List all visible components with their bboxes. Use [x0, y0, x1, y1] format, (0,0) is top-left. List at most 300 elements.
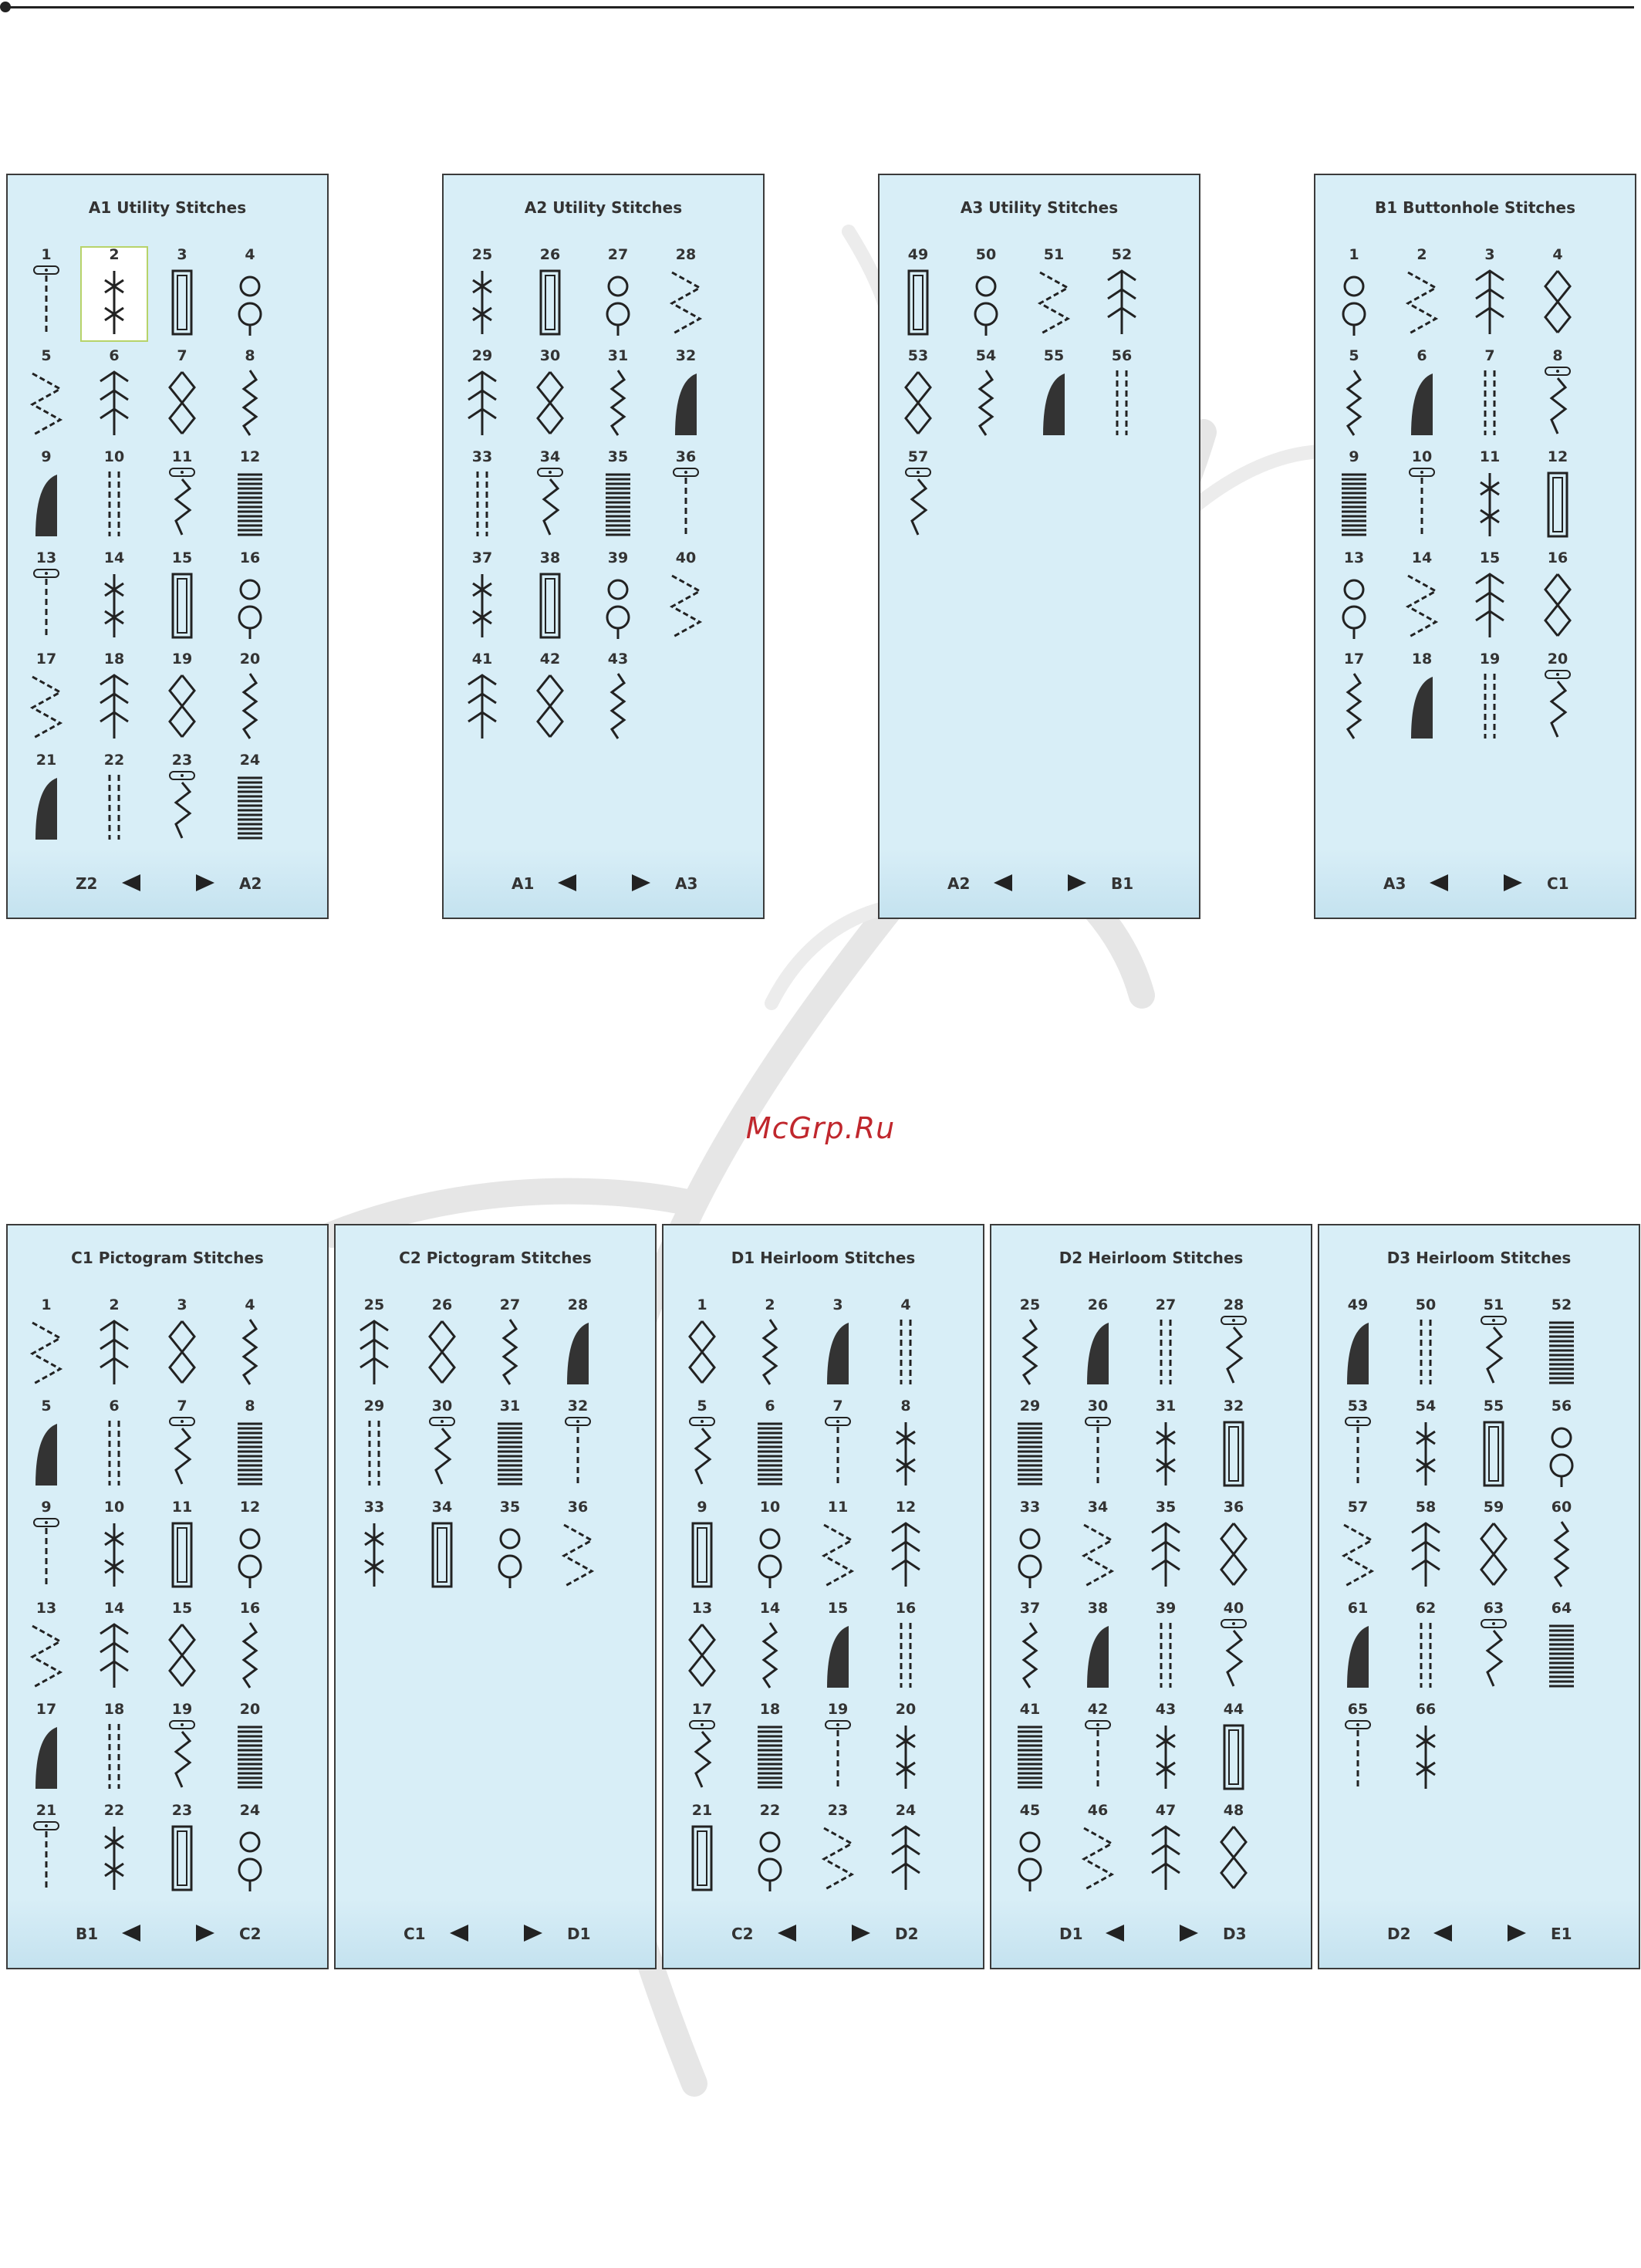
stitch-cell[interactable] — [1524, 246, 1592, 342]
stitch-cell[interactable] — [476, 1398, 544, 1493]
stitch-cell[interactable] — [736, 1296, 804, 1392]
stitch-number: 53 — [1347, 1398, 1369, 1415]
stitch-icon — [1399, 467, 1445, 541]
stitch-number: 37 — [1019, 1600, 1041, 1617]
stitch-cell[interactable] — [668, 1499, 736, 1594]
stitch-cell[interactable] — [1200, 1701, 1268, 1796]
top-rule — [6, 6, 1634, 8]
stitch-cell[interactable] — [1200, 1600, 1268, 1695]
stitch-cell[interactable] — [1528, 1499, 1595, 1594]
stitch-cell[interactable] — [872, 1296, 940, 1392]
stitch-cell[interactable] — [884, 347, 952, 443]
stitch-cell[interactable] — [544, 1499, 612, 1594]
stitch-cell[interactable] — [216, 752, 284, 847]
stitch-number: 30 — [431, 1398, 453, 1415]
stitch-cell[interactable] — [80, 549, 148, 645]
stitch-icon — [1210, 1719, 1257, 1793]
stitch-number: 17 — [35, 1701, 57, 1718]
stitch-icon — [91, 1618, 137, 1692]
next-menu-label[interactable]: E1 — [1551, 1925, 1572, 1943]
stitch-icon — [883, 1719, 929, 1793]
stitch-cell[interactable] — [80, 347, 148, 443]
stitch-cell[interactable] — [584, 347, 652, 443]
stitch-icon — [815, 1315, 861, 1389]
stitch-cell[interactable] — [80, 1296, 148, 1392]
stitch-cell[interactable] — [1064, 1499, 1132, 1594]
stitch-cell[interactable] — [216, 347, 284, 443]
stitch-cell[interactable] — [80, 651, 148, 746]
next-menu-label[interactable]: A2 — [239, 874, 262, 893]
stitch-icon — [1210, 1416, 1257, 1490]
next-menu-label[interactable]: C1 — [1547, 874, 1569, 893]
prev-menu-label[interactable]: C1 — [403, 1925, 426, 1943]
stitch-number: 2 — [1416, 246, 1427, 263]
stitch-cell[interactable] — [1456, 448, 1524, 544]
stitch-cell[interactable] — [216, 1398, 284, 1493]
stitch-cell[interactable] — [668, 1701, 736, 1796]
stitch-cell[interactable] — [12, 752, 80, 847]
stitch-cell[interactable] — [584, 651, 652, 746]
stitch-icon — [159, 366, 205, 440]
stitch-icon — [679, 1416, 725, 1490]
stitch-cell[interactable] — [652, 246, 720, 342]
stitch-icon — [1335, 1416, 1381, 1490]
stitch-cell[interactable] — [1132, 1802, 1200, 1898]
stitch-cell[interactable] — [12, 549, 80, 645]
stitch-number: 51 — [1483, 1296, 1504, 1313]
next-arrow-icon[interactable] — [632, 874, 650, 891]
stitch-cell[interactable] — [1524, 651, 1592, 746]
stitch-cell[interactable] — [80, 246, 148, 342]
stitch-cell[interactable] — [80, 1499, 148, 1594]
stitch-number: 8 — [1552, 347, 1563, 364]
stitch-cell[interactable] — [1388, 549, 1456, 645]
next-arrow-icon[interactable] — [1504, 874, 1522, 891]
stitch-icon — [91, 770, 137, 844]
stitch-icon — [159, 1416, 205, 1490]
stitch-cell[interactable] — [1132, 1499, 1200, 1594]
stitch-cell[interactable] — [1064, 1296, 1132, 1392]
stitch-number: 53 — [907, 347, 929, 364]
stitch-cell[interactable] — [1132, 1600, 1200, 1695]
stitch-icon — [1335, 1517, 1381, 1591]
stitch-number: 61 — [1347, 1600, 1369, 1617]
stitch-cell[interactable] — [872, 1600, 940, 1695]
stitch-number: 11 — [171, 448, 193, 465]
stitch-cell[interactable] — [736, 1499, 804, 1594]
stitch-cell[interactable] — [216, 1600, 284, 1695]
stitch-cell[interactable] — [12, 1701, 80, 1796]
stitch-cell[interactable] — [408, 1499, 476, 1594]
stitch-icon — [91, 1315, 137, 1389]
stitch-icon — [1143, 1820, 1189, 1895]
stitch-cell[interactable] — [1132, 1296, 1200, 1392]
stitch-cell[interactable] — [448, 448, 516, 544]
stitch-icon — [1007, 1719, 1053, 1793]
stitch-cell[interactable] — [148, 549, 216, 645]
stitch-cell[interactable] — [80, 1802, 148, 1898]
stitch-cell[interactable] — [1388, 347, 1456, 443]
stitch-cell[interactable] — [804, 1296, 872, 1392]
stitch-cell[interactable] — [804, 1802, 872, 1898]
stitch-cell[interactable] — [148, 448, 216, 544]
stitch-cell[interactable] — [80, 1398, 148, 1493]
stitch-icon — [1075, 1820, 1121, 1895]
next-arrow-icon[interactable] — [1508, 1925, 1526, 1942]
stitch-cell[interactable] — [1388, 651, 1456, 746]
stitch-cell[interactable] — [1320, 549, 1388, 645]
stitch-icon — [1538, 1517, 1585, 1591]
stitch-cell[interactable] — [1524, 549, 1592, 645]
stitch-icon — [1210, 1618, 1257, 1692]
stitch-cell[interactable] — [668, 1600, 736, 1695]
stitch-cell[interactable] — [148, 1701, 216, 1796]
stitch-number: 64 — [1551, 1600, 1572, 1617]
stitch-icon — [91, 568, 137, 642]
stitch-cell[interactable] — [1456, 246, 1524, 342]
next-arrow-icon[interactable] — [196, 1925, 214, 1942]
stitch-number: 32 — [567, 1398, 589, 1415]
stitch-icon — [227, 265, 273, 339]
stitch-cell[interactable] — [1320, 651, 1388, 746]
next-menu-label[interactable]: A3 — [675, 874, 698, 893]
stitch-number: 5 — [1349, 347, 1359, 364]
stitch-cell[interactable] — [1456, 347, 1524, 443]
stitch-cell[interactable] — [1324, 1499, 1392, 1594]
stitch-cell[interactable] — [340, 1398, 408, 1493]
next-menu-label[interactable]: B1 — [1111, 874, 1134, 893]
stitch-cell[interactable] — [1200, 1802, 1268, 1898]
stitch-cell[interactable] — [516, 651, 584, 746]
stitch-cell[interactable] — [408, 1398, 476, 1493]
stitch-cell[interactable] — [736, 1398, 804, 1493]
next-arrow-icon[interactable] — [196, 874, 214, 891]
stitch-icon — [1538, 1618, 1585, 1692]
stitch-cell[interactable] — [1200, 1499, 1268, 1594]
stitch-cell[interactable] — [448, 246, 516, 342]
stitch-icon — [1538, 1315, 1585, 1389]
stitch-cell[interactable] — [736, 1802, 804, 1898]
stitch-icon — [23, 1820, 69, 1895]
stitch-number: 41 — [1019, 1701, 1041, 1718]
stitch-cell[interactable] — [1320, 347, 1388, 443]
prev-menu-label[interactable]: C2 — [731, 1925, 754, 1943]
next-arrow-icon[interactable] — [524, 1925, 542, 1942]
stitch-cell[interactable] — [996, 1600, 1064, 1695]
stitch-cell[interactable] — [1324, 1296, 1392, 1392]
stitch-cell[interactable] — [1392, 1600, 1460, 1695]
stitch-cell[interactable] — [12, 246, 80, 342]
stitch-cell[interactable] — [1324, 1701, 1392, 1796]
stitch-cell[interactable] — [1324, 1398, 1392, 1493]
next-menu-label[interactable]: D3 — [1223, 1925, 1247, 1943]
stitch-number: 21 — [35, 1802, 57, 1819]
stitch-cell[interactable] — [952, 347, 1020, 443]
next-arrow-icon[interactable] — [852, 1925, 870, 1942]
panel-footer — [8, 848, 327, 918]
prev-arrow-icon[interactable] — [1430, 874, 1448, 891]
next-menu-label[interactable]: D1 — [567, 1925, 591, 1943]
stitch-cell[interactable] — [516, 448, 584, 544]
stitch-icon — [1331, 366, 1377, 440]
stitch-cell[interactable] — [216, 246, 284, 342]
prev-menu-label[interactable]: D1 — [1059, 1925, 1083, 1943]
stitch-cell[interactable] — [1320, 448, 1388, 544]
stitch-cell[interactable] — [996, 1296, 1064, 1392]
stitch-cell[interactable] — [216, 1296, 284, 1392]
stitch-cell[interactable] — [516, 246, 584, 342]
stitch-number: 24 — [239, 752, 261, 769]
stitch-cell[interactable] — [340, 1296, 408, 1392]
stitch-cell[interactable] — [804, 1499, 872, 1594]
prev-menu-label[interactable]: D2 — [1387, 1925, 1411, 1943]
stitch-cell[interactable] — [804, 1398, 872, 1493]
stitch-cell[interactable] — [148, 347, 216, 443]
stitch-cell[interactable] — [1064, 1802, 1132, 1898]
stitch-number: 10 — [759, 1499, 781, 1516]
stitch-icon — [1335, 1618, 1381, 1692]
stitch-panel — [1318, 1224, 1640, 1969]
stitch-icon — [1403, 1618, 1449, 1692]
stitch-icon — [227, 770, 273, 844]
stitch-cell[interactable] — [148, 1600, 216, 1695]
stitch-cell[interactable] — [652, 549, 720, 645]
prev-menu-label[interactable]: B1 — [76, 1925, 99, 1943]
stitch-cell[interactable] — [216, 651, 284, 746]
stitch-cell[interactable] — [476, 1296, 544, 1392]
stitch-icon — [883, 1618, 929, 1692]
panel-footer — [663, 1898, 983, 1968]
stitch-number: 31 — [499, 1398, 521, 1415]
stitch-cell[interactable] — [12, 1398, 80, 1493]
stitch-number: 29 — [471, 347, 493, 364]
prev-arrow-icon[interactable] — [450, 1925, 468, 1942]
stitch-cell[interactable] — [1528, 1398, 1595, 1493]
stitch-panel — [662, 1224, 984, 1969]
stitch-cell[interactable] — [584, 246, 652, 342]
stitch-cell[interactable] — [1088, 246, 1156, 342]
stitch-number: 34 — [1087, 1499, 1109, 1516]
stitch-icon — [23, 1416, 69, 1490]
stitch-number: 6 — [1416, 347, 1427, 364]
prev-arrow-icon[interactable] — [1106, 1925, 1124, 1942]
stitch-cell[interactable] — [1200, 1296, 1268, 1392]
stitch-cell[interactable] — [1064, 1600, 1132, 1695]
stitch-cell[interactable] — [148, 1802, 216, 1898]
next-menu-label[interactable]: D2 — [895, 1925, 919, 1943]
stitch-icon — [487, 1517, 533, 1591]
stitch-icon — [227, 1719, 273, 1793]
stitch-icon — [1031, 366, 1077, 440]
stitch-cell[interactable] — [80, 448, 148, 544]
stitch-cell[interactable] — [952, 246, 1020, 342]
stitch-icon — [227, 1820, 273, 1895]
stitch-icon — [595, 467, 641, 541]
stitch-cell[interactable] — [476, 1499, 544, 1594]
stitch-cell[interactable] — [148, 1398, 216, 1493]
stitch-number: 38 — [1087, 1600, 1109, 1617]
stitch-icon — [679, 1618, 725, 1692]
next-arrow-icon[interactable] — [1068, 874, 1086, 891]
prev-menu-label[interactable]: A1 — [512, 874, 535, 893]
stitch-number: 26 — [431, 1296, 453, 1313]
stitch-icon — [23, 1719, 69, 1793]
stitch-cell[interactable] — [448, 651, 516, 746]
stitch-number: 49 — [1347, 1296, 1369, 1313]
stitch-cell[interactable] — [544, 1296, 612, 1392]
stitch-number: 14 — [1411, 549, 1433, 566]
stitch-cell[interactable] — [1528, 1600, 1595, 1695]
stitch-cell[interactable] — [1324, 1600, 1392, 1695]
stitch-cell[interactable] — [544, 1398, 612, 1493]
stitch-cell[interactable] — [1064, 1398, 1132, 1493]
stitch-cell[interactable] — [1456, 549, 1524, 645]
stitch-cell[interactable] — [872, 1398, 940, 1493]
stitch-cell[interactable] — [1460, 1398, 1528, 1493]
stitch-number: 11 — [827, 1499, 849, 1516]
stitch-cell[interactable] — [148, 651, 216, 746]
prev-arrow-icon[interactable] — [122, 1925, 140, 1942]
stitch-cell[interactable] — [996, 1701, 1064, 1796]
stitch-cell[interactable] — [1320, 246, 1388, 342]
stitch-number: 3 — [177, 1296, 187, 1313]
stitch-cell[interactable] — [148, 246, 216, 342]
stitch-icon — [23, 265, 69, 339]
stitch-cell[interactable] — [736, 1701, 804, 1796]
stitch-cell[interactable] — [80, 752, 148, 847]
stitch-cell[interactable] — [884, 448, 952, 544]
stitch-cell[interactable] — [1528, 1296, 1595, 1392]
stitch-cell[interactable] — [148, 1296, 216, 1392]
stitch-cell[interactable] — [584, 549, 652, 645]
stitch-cell[interactable] — [1132, 1701, 1200, 1796]
stitch-icon — [679, 1820, 725, 1895]
stitch-cell[interactable] — [216, 1701, 284, 1796]
stitch-cell[interactable] — [652, 448, 720, 544]
stitch-cell[interactable] — [872, 1701, 940, 1796]
stitch-cell[interactable] — [1524, 448, 1592, 544]
stitch-cell[interactable] — [1388, 246, 1456, 342]
stitch-cell[interactable] — [872, 1499, 940, 1594]
stitch-cell[interactable] — [996, 1802, 1064, 1898]
stitch-cell[interactable] — [1064, 1701, 1132, 1796]
prev-arrow-icon[interactable] — [122, 874, 140, 891]
stitch-cell[interactable] — [80, 1600, 148, 1695]
next-arrow-icon[interactable] — [1180, 1925, 1198, 1942]
stitch-number: 52 — [1551, 1296, 1572, 1313]
stitch-number: 2 — [109, 1296, 120, 1313]
stitch-cell[interactable] — [996, 1398, 1064, 1493]
prev-menu-label[interactable]: A3 — [1383, 874, 1406, 893]
stitch-cell[interactable] — [584, 448, 652, 544]
next-menu-label[interactable]: C2 — [239, 1925, 262, 1943]
stitch-cell[interactable] — [12, 1802, 80, 1898]
stitch-cell[interactable] — [1020, 246, 1088, 342]
stitch-cell[interactable] — [216, 448, 284, 544]
stitch-cell[interactable] — [1392, 1701, 1460, 1796]
stitch-icon — [1007, 1315, 1053, 1389]
panel-title: D3 Heirloom Stitches — [1386, 1249, 1572, 1267]
stitch-icon — [23, 568, 69, 642]
stitch-cell[interactable] — [340, 1499, 408, 1594]
stitch-cell[interactable] — [1460, 1296, 1528, 1392]
stitch-cell[interactable] — [148, 1499, 216, 1594]
stitch-cell[interactable] — [884, 246, 952, 342]
stitch-cell[interactable] — [216, 1499, 284, 1594]
stitch-number: 25 — [471, 246, 493, 263]
stitch-cell[interactable] — [1392, 1296, 1460, 1392]
stitch-cell[interactable] — [668, 1802, 736, 1898]
stitch-cell[interactable] — [804, 1701, 872, 1796]
stitch-cell[interactable] — [1132, 1398, 1200, 1493]
stitch-cell[interactable] — [80, 1701, 148, 1796]
stitch-icon — [1099, 366, 1145, 440]
stitch-cell[interactable] — [652, 347, 720, 443]
stitch-number: 4 — [1552, 246, 1563, 263]
stitch-cell[interactable] — [12, 1600, 80, 1695]
stitch-number: 26 — [539, 246, 561, 263]
stitch-cell[interactable] — [408, 1296, 476, 1392]
stitch-cell[interactable] — [12, 448, 80, 544]
stitch-icon — [527, 467, 573, 541]
stitch-icon — [1007, 1820, 1053, 1895]
stitch-cell[interactable] — [668, 1296, 736, 1392]
prev-arrow-icon[interactable] — [994, 874, 1012, 891]
stitch-icon — [1403, 1315, 1449, 1389]
stitch-cell[interactable] — [448, 549, 516, 645]
stitch-cell[interactable] — [12, 347, 80, 443]
stitch-cell[interactable] — [1388, 448, 1456, 544]
stitch-cell[interactable] — [1524, 347, 1592, 443]
stitch-cell[interactable] — [1460, 1499, 1528, 1594]
stitch-number: 3 — [832, 1296, 843, 1313]
stitch-number: 27 — [499, 1296, 521, 1313]
stitch-cell[interactable] — [996, 1499, 1064, 1594]
stitch-cell[interactable] — [12, 1499, 80, 1594]
stitch-cell[interactable] — [12, 651, 80, 746]
stitch-cell[interactable] — [12, 1296, 80, 1392]
prev-arrow-icon[interactable] — [778, 1925, 796, 1942]
stitch-cell[interactable] — [1392, 1398, 1460, 1493]
stitch-number: 14 — [759, 1600, 781, 1617]
stitch-number: 22 — [759, 1802, 781, 1819]
stitch-number: 23 — [827, 1802, 849, 1819]
stitch-cell[interactable] — [736, 1600, 804, 1695]
stitch-cell[interactable] — [448, 347, 516, 443]
stitch-cell[interactable] — [516, 549, 584, 645]
stitch-cell[interactable] — [804, 1600, 872, 1695]
stitch-cell[interactable] — [1088, 347, 1156, 443]
prev-menu-label[interactable]: Z2 — [76, 874, 98, 893]
prev-menu-label[interactable]: A2 — [947, 874, 971, 893]
stitch-cell[interactable] — [516, 347, 584, 443]
stitch-cell[interactable] — [1392, 1499, 1460, 1594]
stitch-cell[interactable] — [1460, 1600, 1528, 1695]
stitch-cell[interactable] — [872, 1802, 940, 1898]
stitch-cell[interactable] — [148, 752, 216, 847]
stitch-cell[interactable] — [1456, 651, 1524, 746]
stitch-cell[interactable] — [1200, 1398, 1268, 1493]
stitch-cell[interactable] — [1020, 347, 1088, 443]
stitch-icon — [663, 467, 709, 541]
stitch-cell[interactable] — [216, 1802, 284, 1898]
prev-arrow-icon[interactable] — [1433, 1925, 1452, 1942]
stitch-number: 1 — [41, 1296, 52, 1313]
stitch-icon — [459, 366, 505, 440]
stitch-cell[interactable] — [216, 549, 284, 645]
prev-arrow-icon[interactable] — [558, 874, 576, 891]
stitch-cell[interactable] — [668, 1398, 736, 1493]
